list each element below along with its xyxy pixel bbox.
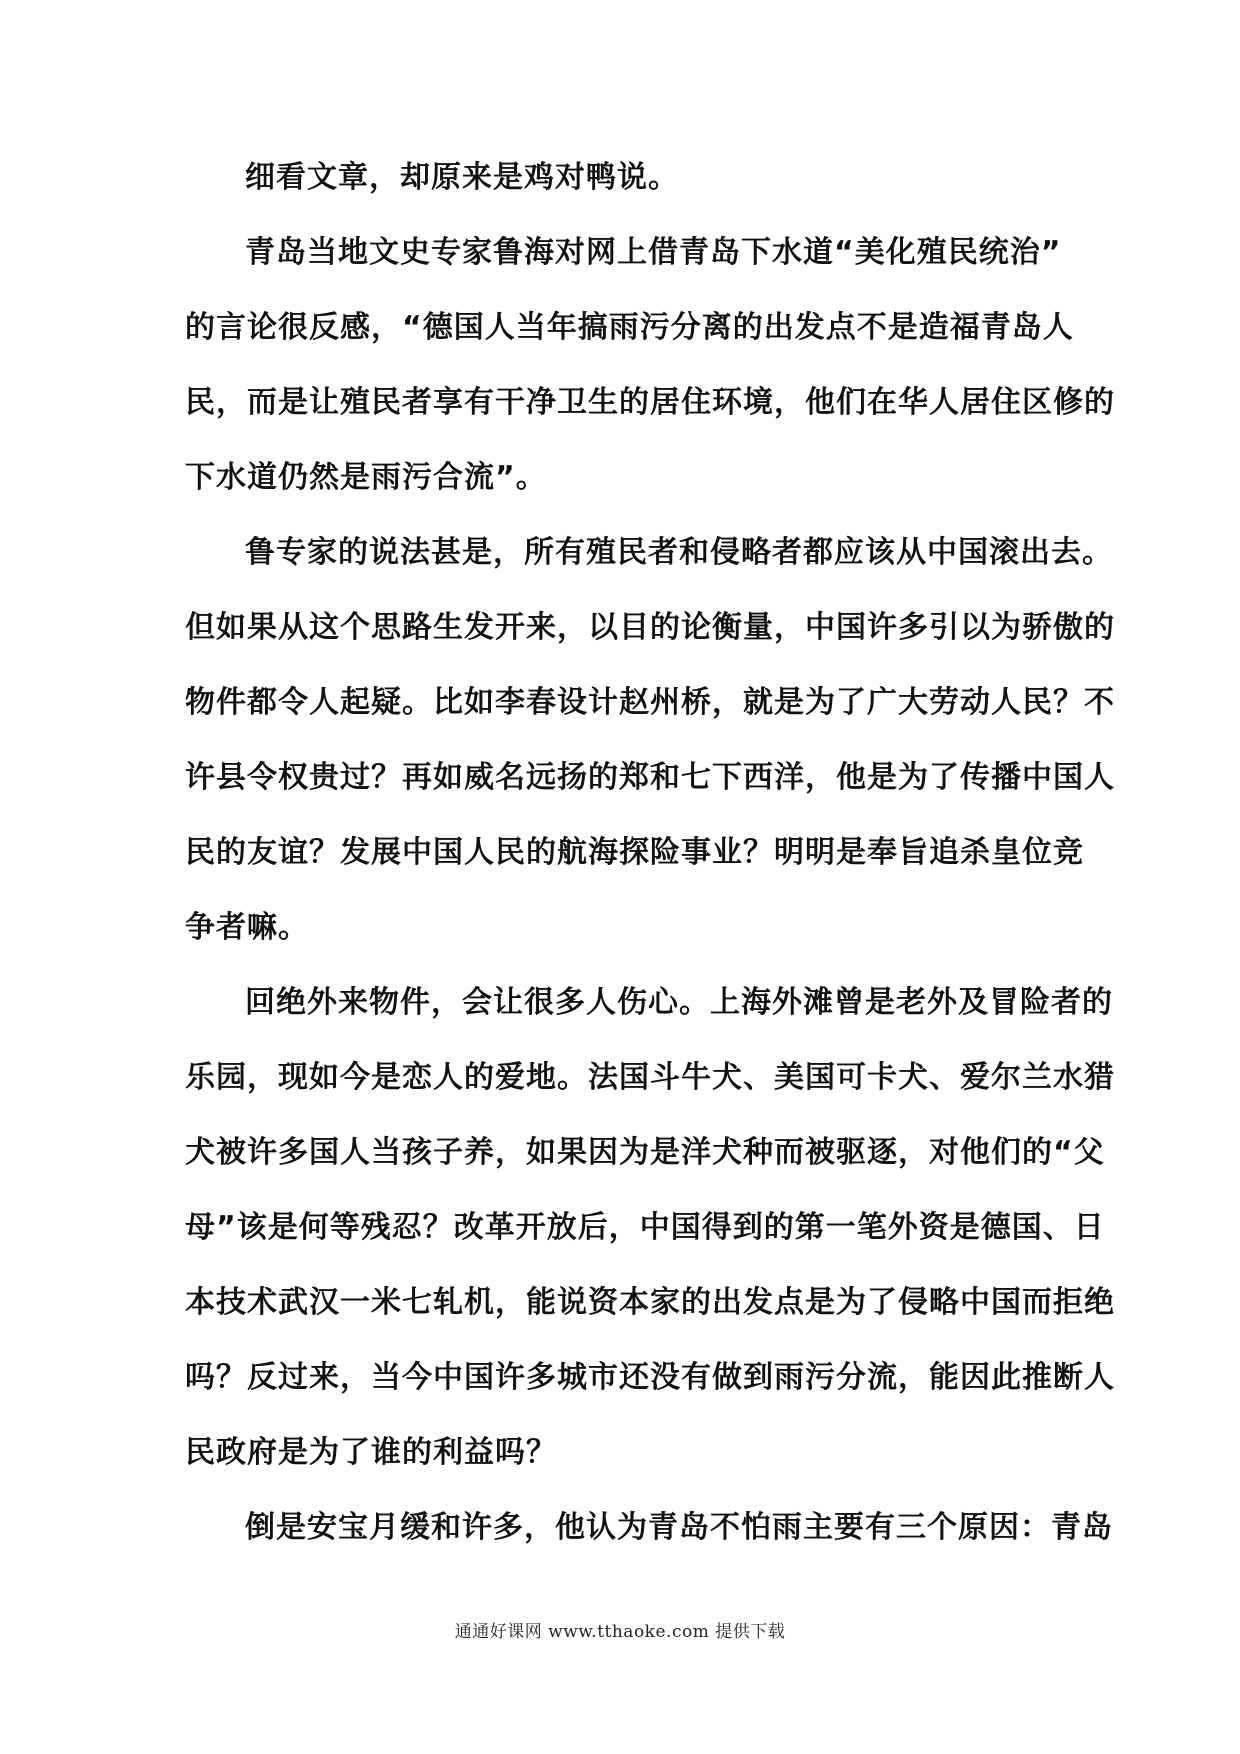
- text-line: 乐园，现如今是恋人的爱地。法国斗牛犬、美国可卡犬、爱尔兰水猎: [185, 1060, 1115, 1095]
- page-footer: 通通好课网 www.tthaoke.com 提供下载: [454, 1622, 786, 1642]
- text-line: 但如果从这个思路生发开来，以目的论衡量，中国许多引以为骄傲的: [185, 610, 1115, 645]
- text-line: 本技术武汉一米七轧机，能说资本家的出发点是为了侵略中国而拒绝: [185, 1285, 1115, 1320]
- text-line: 犬被许多国人当孩子养，如果因为是洋犬种而被驱逐，对他们的“父: [185, 1135, 1105, 1170]
- text-line: 下水道仍然是雨污合流”。: [185, 460, 547, 495]
- text-line: 回绝外来物件，会让很多人伤心。上海外滩曾是老外及冒险者的: [245, 985, 1113, 1020]
- text-line: 细看文章，却原来是鸡对鸭说。: [245, 160, 679, 195]
- text-line: 物件都令人起疑。比如李春设计赵州桥，就是为了广大劳动人民？不: [185, 685, 1115, 720]
- text-line: 民政府是为了谁的利益吗？: [185, 1435, 557, 1470]
- text-line: 民的友谊？发展中国人民的航海探险事业？明明是奉旨追杀皇位竞: [185, 835, 1084, 870]
- text-line: 争者嘛。: [185, 910, 309, 945]
- text-line: 倒是安宝月缓和许多，他认为青岛不怕雨主要有三个原因：青岛: [245, 1510, 1113, 1545]
- text-line: 吗？反过来，当今中国许多城市还没有做到雨污分流，能因此推断人: [185, 1360, 1115, 1395]
- text-line: 鲁专家的说法甚是，所有殖民者和侵略者都应该从中国滚出去。: [245, 535, 1113, 570]
- text-line: 母”该是何等残忍？改革开放后，中国得到的第一笔外资是德国、日: [185, 1210, 1105, 1245]
- text-line: 许县令权贵过？再如威名远扬的郑和七下西洋，他是为了传播中国人: [185, 760, 1115, 795]
- text-line: 民，而是让殖民者享有干净卫生的居住环境，他们在华人居住区修的: [185, 385, 1115, 420]
- text-line: 的言论很反感，“德国人当年搞雨污分离的出发点不是造福青岛人: [185, 310, 1074, 345]
- text-line: 青岛当地文史专家鲁海对网上借青岛下水道“美化殖民统治”: [245, 235, 1062, 270]
